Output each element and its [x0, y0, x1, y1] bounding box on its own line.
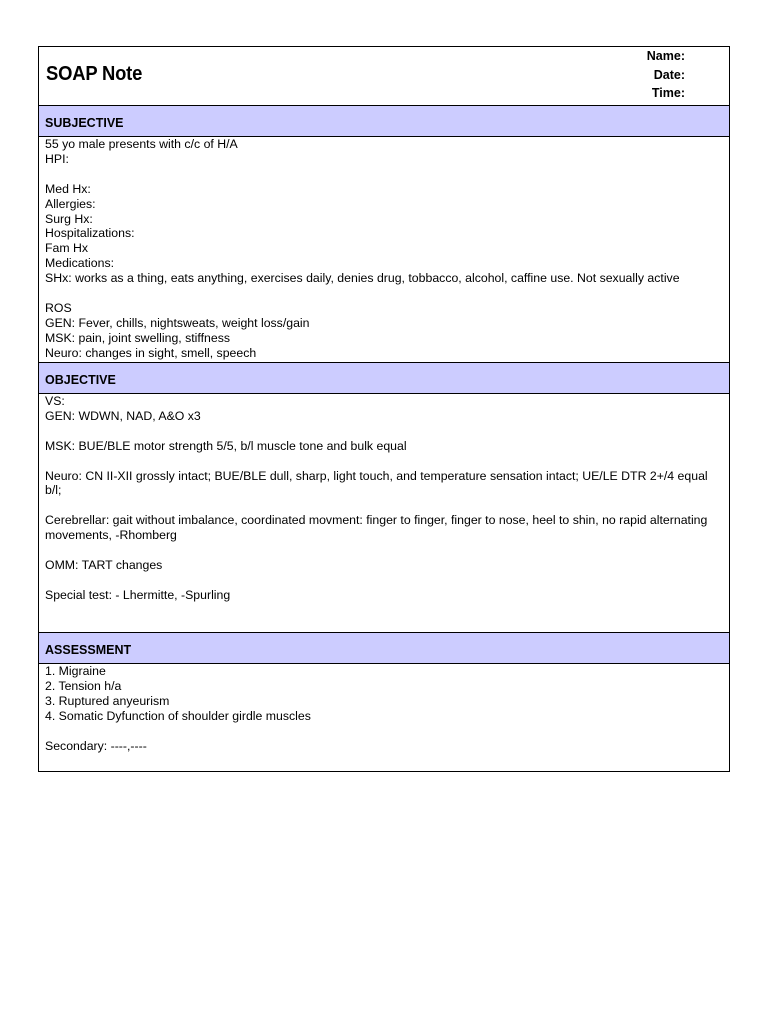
- assessment-heading: ASSESSMENT: [45, 643, 132, 657]
- objective-neuro: Neuro: CN II-XII grossly intact; BUE/BLE dull, sharp, light touch, and temperature sensation intact; UE/LE DTR 2+/4 equal b/l;: [45, 468, 708, 498]
- subjective-line: Hospitalizations:: [45, 226, 135, 241]
- subjective-line: [45, 286, 723, 301]
- assessment-header: [39, 633, 729, 664]
- subjective-line: 55 yo male presents with c/c of H/A: [45, 137, 238, 151]
- date-label: Date:: [653, 67, 685, 82]
- assessment-item: 1. Migraine: [45, 664, 106, 678]
- name-label: Name:: [646, 49, 685, 63]
- subjective-line: Med Hx:: [45, 181, 91, 196]
- subjective-line: SHx: works as a thing, eats anything, exercises daily, denies drug, tobbacco, alcohol, caffine use. Not sexually active: [45, 271, 680, 286]
- subjective-line: MSK: pain, joint swelling, stiffness: [45, 330, 230, 345]
- subjective-body: [39, 137, 729, 363]
- soap-note-form: [38, 46, 730, 772]
- subjective-line: [45, 167, 723, 182]
- page-title: SOAP Note: [46, 63, 143, 85]
- subjective-heading: SUBJECTIVE: [45, 116, 124, 130]
- objective-header: [39, 363, 729, 394]
- spacer: [45, 724, 723, 739]
- assessment-item: 4. Somatic Dyfunction of shoulder girdle muscles: [45, 708, 311, 723]
- objective-special-test: Special test: - Lhermitte, -Spurling: [45, 587, 231, 602]
- subjective-line: HPI:: [45, 151, 69, 166]
- spacer: [45, 543, 723, 558]
- subjective-line: Allergies:: [45, 196, 96, 211]
- spacer: [45, 573, 723, 588]
- form-header: [39, 47, 729, 106]
- assessment-item: 3. Ruptured anyeurism: [45, 693, 170, 708]
- subjective-line: Neuro: changes in sight, smell, speech: [45, 345, 257, 360]
- spacer: [45, 454, 723, 469]
- objective-omm: OMM: TART changes: [45, 557, 163, 572]
- objective-vs: VS:: [45, 394, 65, 408]
- objective-body: [39, 394, 729, 633]
- subjective-line: Fam Hx: [45, 241, 89, 256]
- subjective-header: [39, 106, 729, 137]
- objective-heading: OBJECTIVE: [45, 373, 116, 387]
- assessment-secondary: Secondary: ----,----: [45, 738, 147, 753]
- subjective-line: Medications:: [45, 256, 115, 271]
- subjective-line: GEN: Fever, chills, nightsweats, weight loss/gain: [45, 315, 310, 330]
- spacer: [45, 498, 723, 513]
- patient-meta: [647, 47, 685, 103]
- objective-cerebrellar: Cerebrellar: gait without imbalance, coordinated movment: finger to finger, finger to nose, heel to shin, no rapid alternating movements, -Rhomberg: [45, 513, 708, 543]
- objective-msk: MSK: BUE/BLE motor strength 5/5, b/l muscle tone and bulk equal: [45, 438, 407, 453]
- assessment-item: 2. Tension h/a: [45, 678, 122, 693]
- assessment-body: [39, 664, 729, 771]
- subjective-line: ROS: [45, 300, 72, 315]
- objective-gen: GEN: WDWN, NAD, A&O x3: [45, 408, 201, 423]
- spacer: [45, 424, 723, 439]
- subjective-line: Surg Hx:: [45, 211, 93, 226]
- time-label: Time:: [651, 86, 685, 100]
